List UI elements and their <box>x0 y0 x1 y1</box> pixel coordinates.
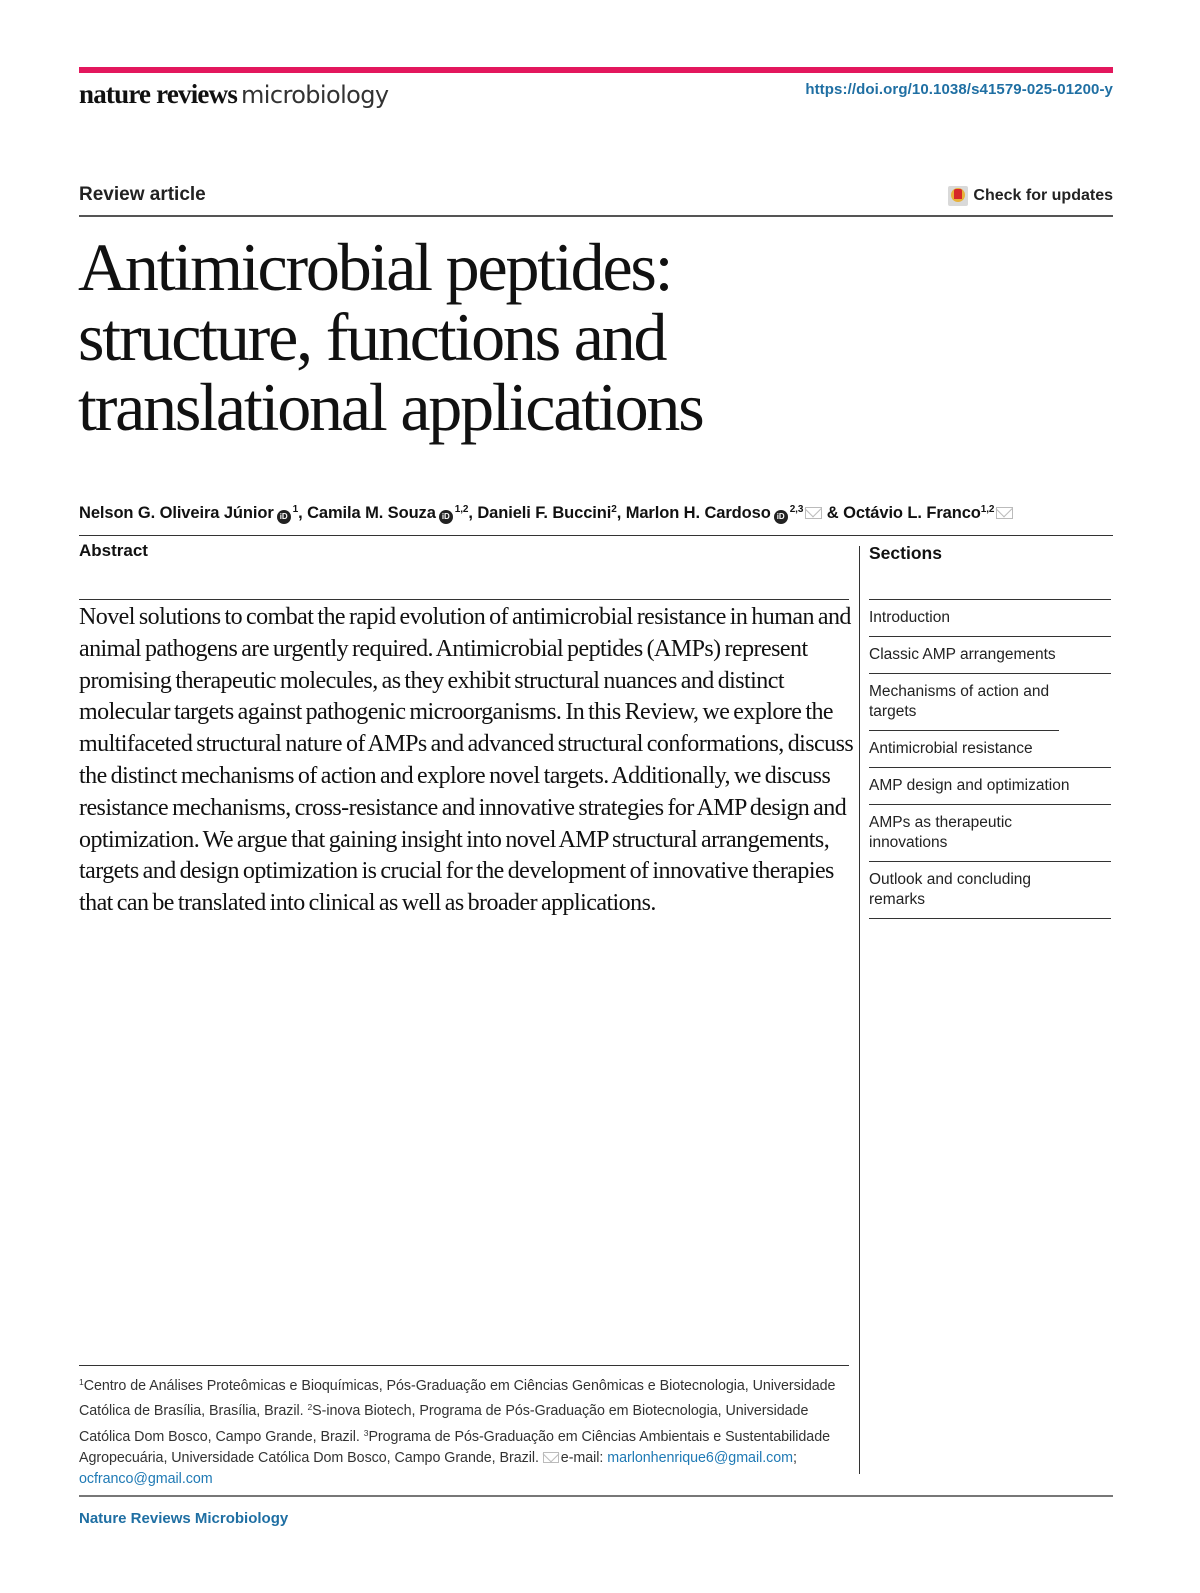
affiliation-number: 1 <box>79 1377 84 1387</box>
journal-logo-light: microbiology <box>241 81 389 109</box>
affiliation-number: 2 <box>307 1402 313 1413</box>
journal-logo-bold: nature reviews <box>79 79 238 109</box>
column-divider <box>859 546 860 1474</box>
footer-journal-name[interactable]: Nature Reviews Microbiology <box>79 1510 289 1527</box>
sections-heading: Sections <box>869 543 942 563</box>
email-link-franco[interactable]: ocfranco@gmail.com <box>79 1471 213 1488</box>
email-icon[interactable] <box>805 507 822 519</box>
author-affiliation: 1,2 <box>454 504 469 515</box>
orcid-icon[interactable]: iD <box>439 510 453 524</box>
orcid-icon[interactable]: iD <box>277 510 291 524</box>
affiliation-number: 3 <box>363 1427 369 1438</box>
footer-divider <box>79 1495 1113 1497</box>
author-name[interactable]: Nelson G. Oliveira Júnior <box>79 504 274 522</box>
author-affiliation: 1,2 <box>980 504 995 515</box>
section-link-mechanisms-of-action[interactable]: Mechanisms of action and targets <box>869 674 1059 731</box>
sections-nav <box>869 599 1111 919</box>
section-link-classic-amp-arrangements[interactable]: Classic AMP arrangements <box>869 637 1111 674</box>
authors-divider <box>79 535 1113 536</box>
author-name[interactable]: Octávio L. Franco <box>843 504 981 522</box>
crossmark-icon <box>948 186 968 206</box>
check-for-updates-button[interactable] <box>948 186 1113 206</box>
email-icon <box>543 1452 559 1463</box>
article-type: Review article <box>79 184 206 205</box>
section-link-antimicrobial-resistance[interactable]: Antimicrobial resistance <box>869 731 1111 768</box>
orcid-icon[interactable]: iD <box>774 510 788 524</box>
separator: , <box>616 504 626 522</box>
journal-logo <box>79 78 388 111</box>
abstract-heading: Abstract <box>79 541 148 560</box>
author-affiliation: 2 <box>611 504 617 515</box>
separator: & <box>822 504 844 522</box>
journal-accent-bar <box>79 67 1113 73</box>
separator: ; <box>793 1449 797 1466</box>
abstract-text: Novel solutions to combat the rapid evolution of antimicrobial resistance in human and animal pathogens are urgently required. Antimicrobial peptides (AMPs) represent promising therapeutic molecules, as they exhibit structural nuances and distinct molecular targets against pathogenic microorganisms. In this Review, we explore the multifaceted structural nature of AMPs and advanced structural conformations, discuss the distinct mechanisms of action and explore novel targets. Additionally, we discuss resistance mechanisms, cross-resistance and innovative strategies for AMP design and optimization. We argue that gaining insight into novel AMP structural arrangements, targets and design optimization is crucial for the development of innovative therapies that can be translated into clinical as well as broader applications. <box>79 604 854 917</box>
affiliations <box>79 1372 854 1490</box>
separator: , <box>468 504 478 522</box>
section-link-outlook[interactable]: Outlook and concluding remarks <box>869 862 1111 919</box>
email-label: e-mail: <box>560 1449 608 1466</box>
check-for-updates-label: Check for updates <box>973 187 1113 204</box>
affiliation-2: S-inova Biotech, Programa de Pós-Graduação em Biotecnologia, Universidade Católica Dom Bosco, Campo Grande, Brazil. <box>79 1403 809 1445</box>
author-affiliation: 1 <box>292 504 299 515</box>
author-name[interactable]: Camila M. Souza <box>307 504 436 522</box>
affiliation-1: Centro de Análises Proteômicas e Bioquímicas, Pós-Graduação em Ciências Genômicas e Biotecnologia, Universidade Católica de Brasília, Brasília, Brazil. <box>79 1378 836 1420</box>
author-affiliation: 2,3 <box>789 504 804 515</box>
email-link-cardoso[interactable]: marlonhenrique6@gmail.com <box>607 1449 793 1466</box>
separator: , <box>298 504 308 522</box>
author-name[interactable]: Danieli F. Buccini <box>477 504 612 522</box>
abstract-divider <box>79 599 849 600</box>
author-list <box>79 504 1013 524</box>
footnote-divider <box>79 1365 849 1366</box>
section-link-introduction[interactable]: Introduction <box>869 600 1111 637</box>
title-line-2: structure, functions and <box>78 299 666 375</box>
affiliation-3: Programa de Pós-Graduação em Ciências Ambientais e Sustentabilidade Agropecuária, Universidade Católica Dom Bosco, Campo Grande, Brazil. <box>79 1428 830 1466</box>
article-title <box>78 229 898 445</box>
doi-link[interactable]: https://doi.org/10.1038/s41579-025-01200-y <box>805 81 1113 98</box>
title-line-3: translational applications <box>78 369 703 445</box>
email-icon[interactable] <box>996 507 1013 519</box>
section-link-amps-therapeutic[interactable]: AMPs as therapeutic innovations <box>869 805 1111 862</box>
title-line-1: Antimicrobial peptides: <box>78 229 672 305</box>
author-name[interactable]: Marlon H. Cardoso <box>625 504 771 522</box>
section-link-amp-design[interactable]: AMP design and optimization <box>869 768 1111 805</box>
header-divider <box>79 215 1113 217</box>
